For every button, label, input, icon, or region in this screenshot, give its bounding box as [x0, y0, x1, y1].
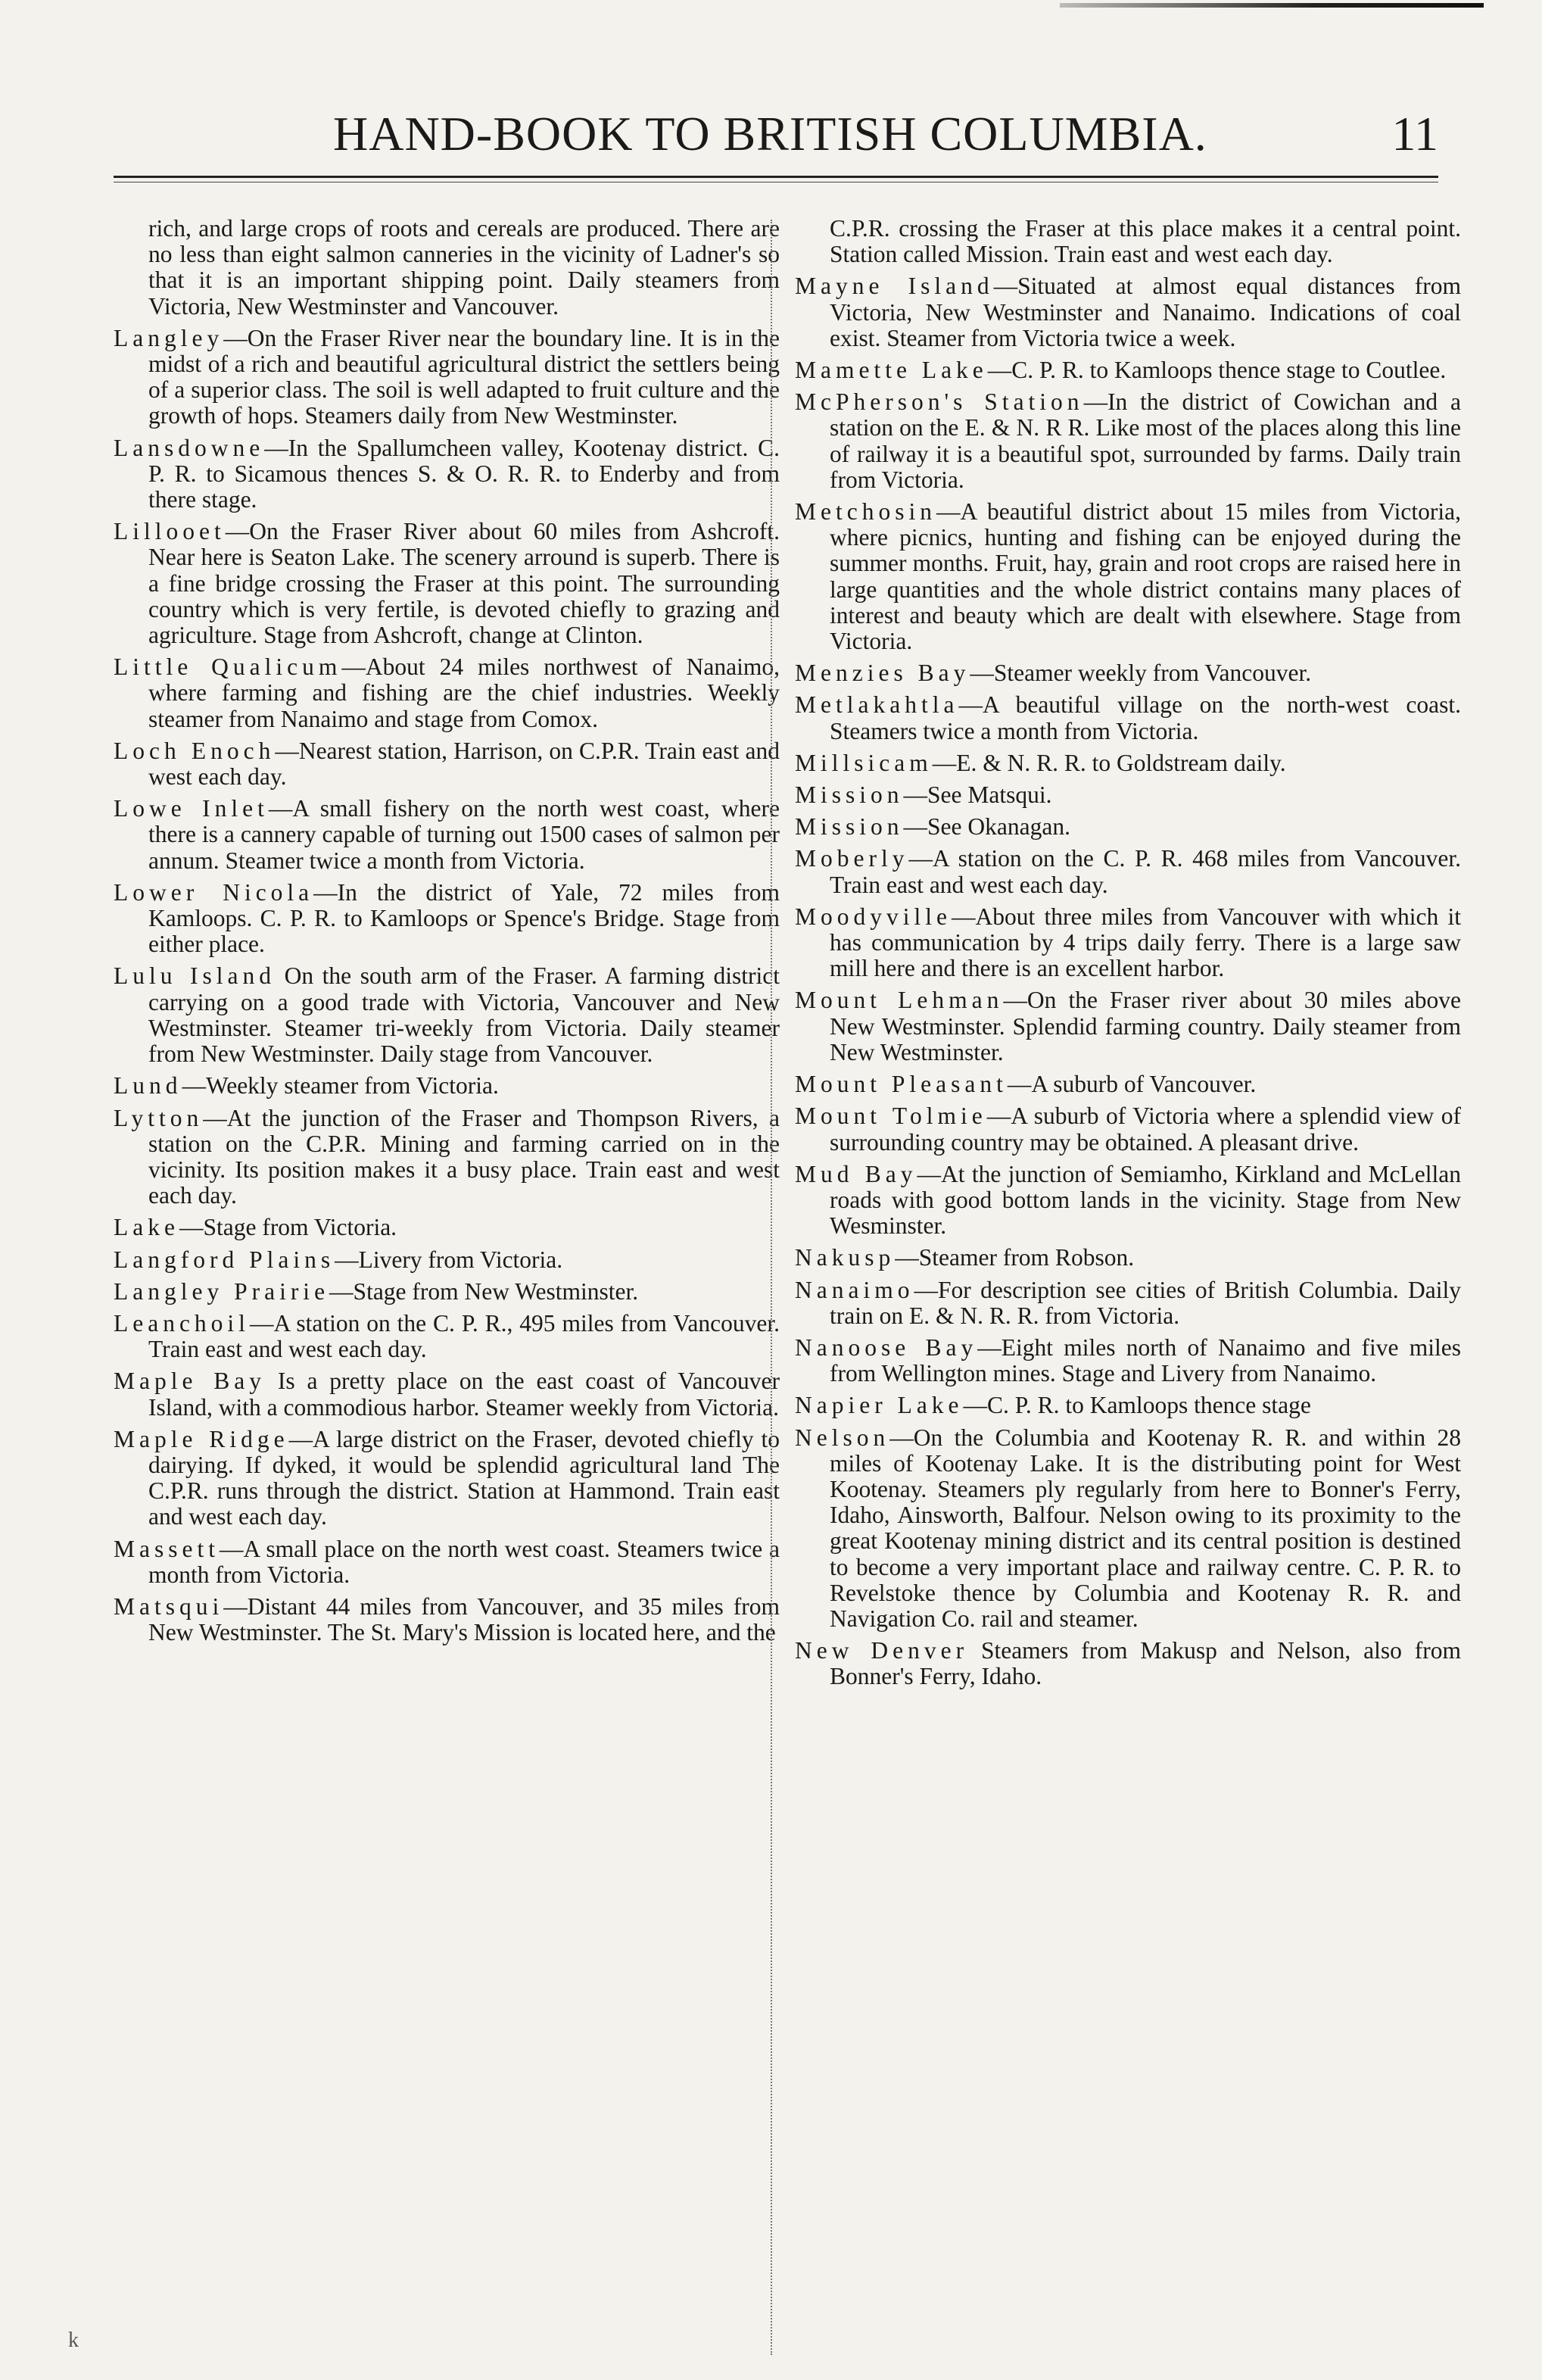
gazetteer-entry [795, 750, 1461, 776]
gazetteer-entry [795, 660, 1461, 686]
entry-text: —C. P. R. to Kamloops thence stage to Coutlee. [987, 357, 1447, 384]
gazetteer-entry [114, 1215, 780, 1240]
entry-headword: Lowe Inlet [114, 795, 269, 822]
gazetteer-entry [795, 782, 1461, 808]
entry-text: —Steamer from Robson. [895, 1244, 1135, 1271]
page-header [114, 106, 1438, 167]
entry-headword: Napier Lake [795, 1392, 964, 1419]
gazetteer-entry [114, 963, 780, 1067]
entry-text: —Eight miles north of Nanaimo and five miles from Wellington mines. Stage and Livery from Nanaimo. [830, 1333, 1461, 1387]
entry-text: —Nearest station, Harrison, on C.P.R. Train east and west each day. [148, 737, 780, 791]
entry-headword: Nakusp [795, 1244, 896, 1271]
entry-text: rich, and large crops of roots and cereals are produced. There are no less than eight salmon canneries in the vicinity of Ladner's so that it is an important shipping point. Daily steamers from Victoria, New Westminster and Vancouver. [148, 215, 780, 320]
entry-text: —E. & N. R. R. to Goldstream daily. [932, 749, 1286, 776]
entry-headword: Lake [114, 1214, 179, 1241]
page-title: HAND-BOOK TO BRITISH COLUMBIA. [333, 107, 1207, 161]
entry-text: C.P.R. crossing the Fraser at this place makes it a central point. Station called Mission. Train east and west each day. [830, 215, 1461, 268]
gazetteer-entry [795, 1335, 1461, 1387]
footer-mark: k [68, 2329, 79, 2352]
gazetteer-entry [795, 987, 1461, 1065]
entry-headword: Lytton [114, 1104, 204, 1131]
entry-headword: Millsicam [795, 749, 933, 776]
entry-text: —On the Fraser River about 60 miles from Ashcroft. Near here is Seaton Lake. The scenery arround is superb. There is a fine bridge crossing the Fraser at this point. The surrounding country which is very fertile, is devoted chiefly to grazing and agriculture. Stage from Ashcroft, change at Clinton. [148, 518, 780, 649]
gazetteer-entry [795, 357, 1461, 383]
gazetteer-entry [114, 796, 780, 874]
entry-headword: Leanchoil [114, 1309, 250, 1337]
entry-headword: Mission [795, 781, 904, 809]
entry-text: —A small place on the north west coast. Steamers twice a month from Victoria. [148, 1535, 780, 1588]
entry-text: —Stage from New Westminster. [329, 1277, 639, 1305]
gazetteer-entry [795, 273, 1461, 351]
right-column [795, 216, 1461, 1696]
entry-headword: Mission [795, 813, 904, 841]
entry-text: —In the district of Yale, 72 miles from Kamloops. C. P. R. to Kamloops or Spence's Bridge. Stage from either place. [148, 878, 780, 958]
column-divider [771, 220, 772, 2355]
entry-text: —C. P. R. to Kamloops thence stage [963, 1392, 1311, 1419]
entry-text: —Weekly steamer from Victoria. [182, 1072, 499, 1100]
entry-headword: Nanaimo [795, 1276, 914, 1303]
top-edge-rule [1060, 3, 1484, 8]
entry-headword: New Denver [795, 1637, 969, 1664]
gazetteer-entry [795, 692, 1461, 744]
gazetteer-entry [114, 880, 780, 958]
entry-headword: Lund [114, 1072, 182, 1100]
gazetteer-entry [114, 654, 780, 732]
gazetteer-entry [114, 738, 780, 790]
entry-text: —On the Fraser River near the boundary line. It is in the midst of a rich and beautiful agricultural district the settlers being of a superior class. The soil is well adapted to fruit culture and the growth of hops. Steamers daily from New Westminster. [148, 324, 780, 429]
entry-headword: Massett [114, 1535, 220, 1562]
entry-text: —A beautiful district about 15 miles from Victoria, where picnics, hunting and fishing can be enjoyed during the summer months. Fruit, hay, grain and root crops are raised here in large quantities and the whole district contains many places of interest and beauty which are dealt with elsewhere. Stage from Victoria. [830, 498, 1461, 655]
entry-headword: Langford Plains [114, 1246, 335, 1273]
entry-headword: Lansdowne [114, 434, 265, 461]
gazetteer-entry [795, 846, 1461, 897]
gazetteer-entry [114, 1368, 780, 1420]
gazetteer-entry [795, 1638, 1461, 1689]
entry-headword: McPherson's Station [795, 388, 1084, 416]
gazetteer-entry [114, 1073, 780, 1099]
gazetteer-entry [795, 1162, 1461, 1240]
gazetteer-entry [795, 1277, 1461, 1329]
gazetteer-entry [795, 216, 1461, 267]
gazetteer-entry [795, 1245, 1461, 1271]
entry-headword: Langley Prairie [114, 1277, 330, 1305]
entry-headword: Moberly [795, 845, 909, 872]
entry-text: —A station on the C. P. R., 495 miles from Vancouver. Train east and west each day. [148, 1309, 780, 1363]
gazetteer-entry [795, 1425, 1461, 1633]
gazetteer-entry [114, 216, 780, 320]
entry-headword: Metlakahtla [795, 691, 959, 719]
gazetteer-entry [114, 1427, 780, 1530]
entry-text: —A station on the C. P. R. 468 miles from Vancouver. Train east and west each day. [830, 845, 1461, 898]
entry-text: —At the junction of the Fraser and Thompson Rivers, a station on the C.P.R. Mining and farming carried on in the vicinity. Its position makes it a busy place. Train east and west each day. [148, 1104, 780, 1209]
gazetteer-entry [795, 499, 1461, 654]
entry-text: —A large district on the Fraser, devoted chiefly to dairying. If dyked, it would be splendid agricultural land The C.P.R. runs through the district. Station at Hammond. Train east and west each day. [148, 1425, 780, 1530]
entry-headword: Mamette Lake [795, 357, 988, 384]
gazetteer-entry [114, 519, 780, 648]
left-column [114, 216, 780, 1652]
entry-text: Is a pretty place on the east coast of Vancouver Island, with a commodious harbor. Steamer weekly from Victoria. [148, 1368, 780, 1421]
entry-text: —A small fishery on the north west coast, where there is a cannery capable of turning out 1500 cases of salmon per annum. Steamer twice a month from Victoria. [148, 795, 780, 874]
entry-headword: Loch Enoch [114, 737, 276, 764]
entry-headword: Lulu Island [114, 962, 276, 990]
entry-headword: Menzies Bay [795, 660, 970, 687]
header-rule [114, 176, 1438, 178]
gazetteer-entry [795, 1393, 1461, 1418]
entry-text: —Situated at almost equal distances from Victoria, New Westminster and Nanaimo. Indications of coal exist. Steamer from Victoria twice a week. [830, 273, 1462, 351]
gazetteer-entry [114, 1106, 780, 1209]
entry-text: —Stage from Victoria. [179, 1214, 397, 1241]
entry-text: —In the Spallumcheen valley, Kootenay district. C. P. R. to Sicamous thences S. & O. R. R. to Enderby and from there stage. [148, 434, 780, 513]
entry-headword: Mount Tolmie [795, 1103, 987, 1130]
gazetteer-entry [114, 1311, 780, 1362]
gazetteer-entry [114, 435, 780, 513]
entry-text: —About three miles from Vancouver with which it has communication by 4 trips daily ferry. There is a large saw mill here and there is an excellent harbor. [830, 903, 1461, 982]
entry-headword: Nanoose Bay [795, 1333, 978, 1361]
entry-text: —About 24 miles northwest of Nanaimo, where farming and fishing are the chief industries. Weekly steamer from Nanaimo and stage from Comox. [148, 653, 780, 732]
gazetteer-entry [795, 1103, 1461, 1155]
entry-text: —See Okanagan. [903, 813, 1070, 841]
entry-headword: Lower Nicola [114, 878, 314, 906]
entry-text: —Livery from Victoria. [335, 1246, 563, 1273]
entry-headword: Nelson [795, 1424, 890, 1451]
gazetteer-entry [795, 389, 1461, 493]
gazetteer-entry [114, 1247, 780, 1273]
entry-text: —Distant 44 miles from Vancouver, and 35 miles from New Westminster. The St. Mary's Mission is located here, and the [148, 1592, 780, 1646]
gazetteer-entry [795, 814, 1461, 840]
entry-headword: Langley [114, 324, 224, 351]
gazetteer-entry [114, 1594, 780, 1645]
entry-headword: Mud Bay [795, 1160, 917, 1187]
entry-headword: Maple Bay [114, 1368, 266, 1395]
gazetteer-entry [114, 1536, 780, 1588]
entry-text: —In the district of Cowichan and a station on the E. & N. R R. Like most of the places along this line of railway it is a beautiful spot, surrounded by farms. Daily train from Victoria. [830, 388, 1461, 493]
entry-headword: Mayne Island [795, 273, 994, 300]
gazetteer-entry [795, 904, 1461, 982]
entry-headword: Metchosin [795, 498, 936, 526]
entry-headword: Matsqui [114, 1592, 224, 1620]
entry-text: —At the junction of Semiamho, Kirkland and McLellan roads with good bottom lands in the vicinity. Stage from New Wesminster. [830, 1160, 1462, 1240]
entry-text: —A suburb of Vancouver. [1007, 1071, 1257, 1098]
page-number: 11 [1391, 107, 1438, 161]
entry-headword: Mount Lehman [795, 987, 1004, 1014]
entry-headword: Mount Pleasant [795, 1071, 1008, 1098]
entry-text: —See Matsqui. [903, 781, 1052, 809]
gazetteer-entry [114, 326, 780, 429]
entry-headword: Moodyville [795, 903, 952, 930]
entry-text: Steamers from Makusp and Nelson, also from Bonner's Ferry, Idaho. [830, 1637, 1461, 1690]
entry-headword: Little Qualicum [114, 653, 342, 681]
entry-text: On the south arm of the Fraser. A farming district carrying on a good trade with Victoria, Vancouver and New Westminster. Steamer tri-weekly from Victoria. Daily steamer from New Westminster. Daily stage from Vancouver. [148, 962, 780, 1068]
entry-text: —For description see cities of British Columbia. Daily train on E. & N. R. R. from Victoria. [830, 1276, 1461, 1329]
gazetteer-entry [114, 1279, 780, 1305]
entry-text: —A suburb of Victoria where a splendid view of surrounding country may be obtained. A pleasant drive. [830, 1103, 1461, 1156]
entry-text: —A beautiful village on the north-west coast. Steamers twice a month from Victoria. [830, 691, 1461, 744]
entry-text: —On the Columbia and Kootenay R. R. and within 28 miles of Kootenay Lake. It is the distributing point for West Kootenay. Steamers ply regularly from here to Bonner's Ferry, Idaho, Ainsworth, Balfour. Nelson owing to its proximity to the great Kootenay mining district and its central position is destined to become a very important place and railway centre. C. P. R. to Revelstoke thence by Columbia and Kootenay R. R. and Navigation Co. rail and steamer. [830, 1424, 1461, 1632]
entry-text: —On the Fraser river about 30 miles above New Westminster. Splendid farming country. Daily steamer from New Westminster. [830, 987, 1462, 1065]
entry-headword: Lillooet [114, 518, 226, 545]
entry-headword: Maple Ridge [114, 1425, 289, 1452]
gazetteer-entry [795, 1071, 1461, 1097]
entry-text: —Steamer weekly from Vancouver. [970, 660, 1312, 687]
